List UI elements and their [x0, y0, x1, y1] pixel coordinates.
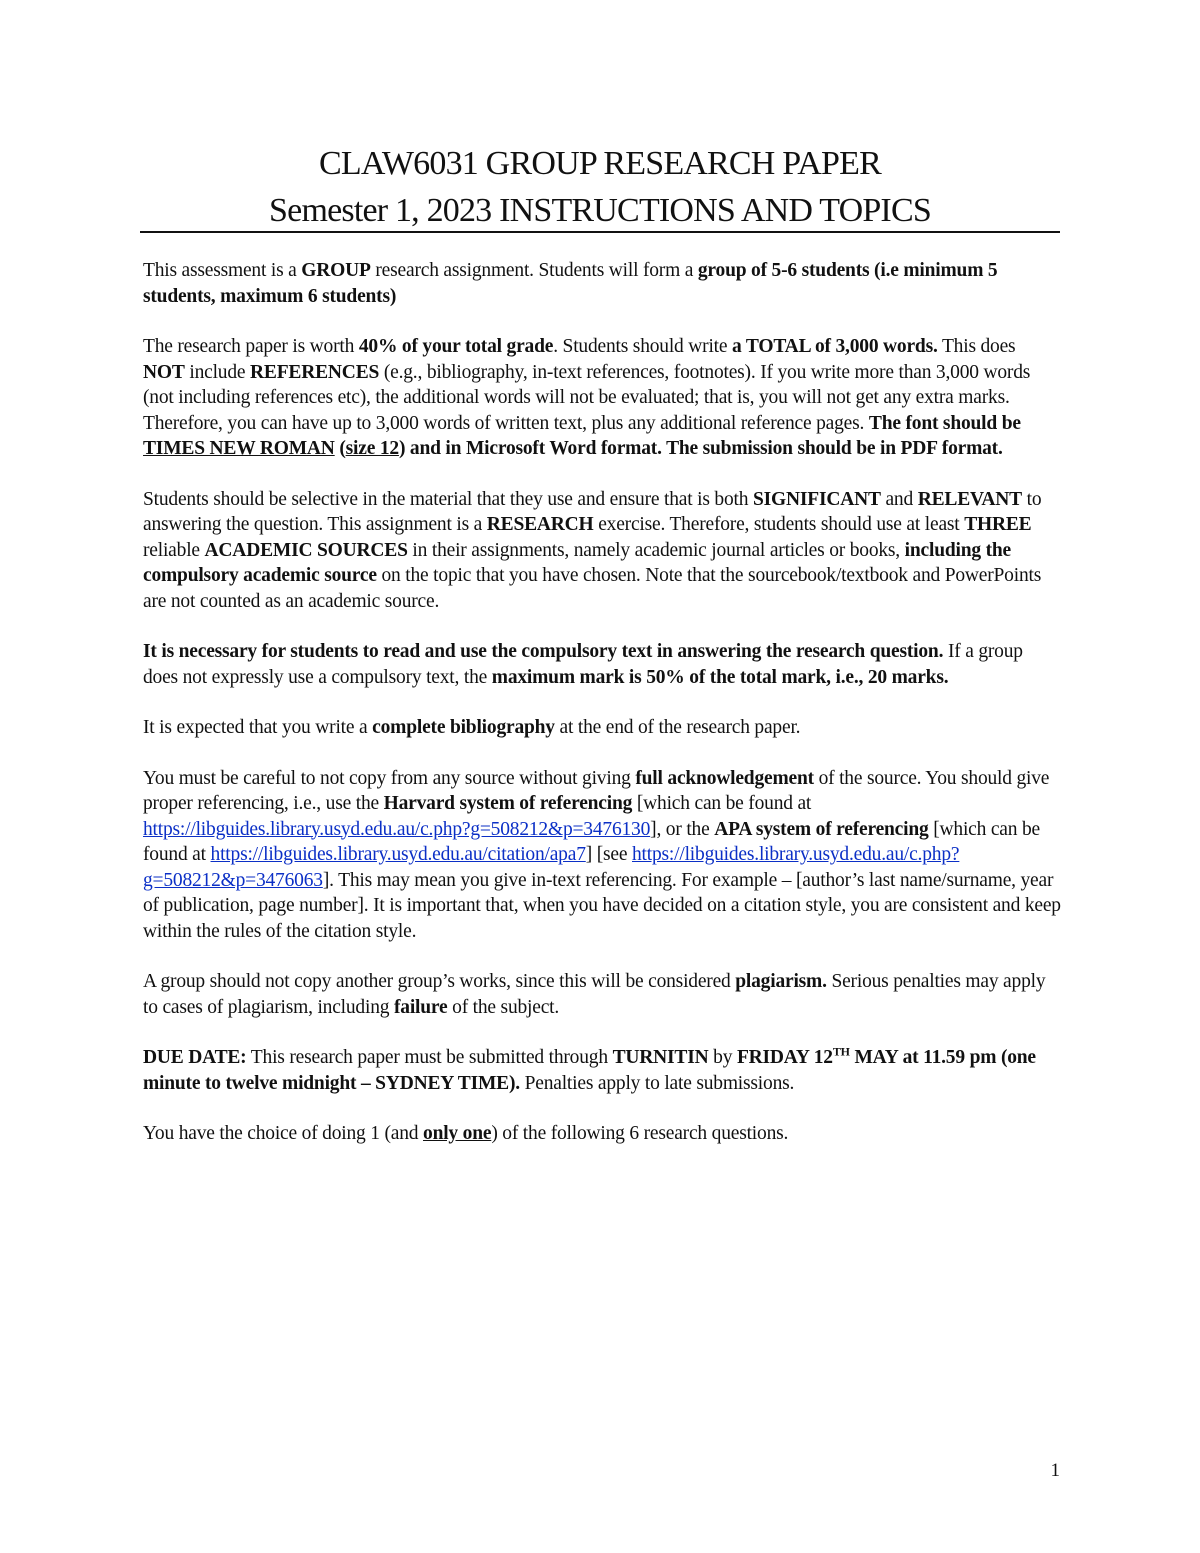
paragraph-plagiarism: A group should not copy another group’s works, since this will be considered plagiarism. Serious penalties may apply to cases of plagiarism, including failure of the subject.	[143, 971, 1046, 1018]
paragraph-referencing: You must be careful to not copy from any source without giving full acknowledgement of the source. You should give proper referencing, i.e., use the Harvard system of referencing [which can be found at https://libguides.library.usyd.edu.au/c.php?g=508212&p=3476130], or the APA system of referencing [which can be found at https://libguides.library.usyd.edu.au/citation/apa7] [see https://libguides.library.usyd.edu.au/c.php?g=508212&p=3476063]. This may mean you give in-text referencing. For example – [author’s last name/surname, year of publication, page number]. It is important that, when you have decided on a citation style, you are consistent and keep within the rules of the citation style.	[143, 767, 1061, 942]
font-size-underlined: size 12	[345, 438, 399, 459]
only-one-underlined: only one	[423, 1123, 492, 1144]
harvard-referencing-link[interactable]: https://libguides.library.usyd.edu.au/c.php?g=508212&p=3476130	[143, 818, 651, 840]
document-body	[143, 258, 1061, 1172]
title-line-2: Semester 1, 2023 INSTRUCTIONS AND TOPICS	[269, 192, 931, 229]
apa-referencing-link[interactable]: https://libguides.library.usyd.edu.au/citation/apa7	[210, 844, 586, 865]
document-title	[140, 140, 1060, 234]
paragraph-due-date: DUE DATE: This research paper must be submitted through TURNITIN by FRIDAY 12TH MAY at 11.59 pm (one minute to twelve midnight – SYDNEY TIME). Penalties apply to late submissions.	[143, 1044, 1036, 1094]
paragraph-sources: Students should be selective in the material that they use and ensure that is both SIGNIFICANT and RELEVANT to answering the question. This assignment is a RESEARCH exercise. Therefore, students should use at least THREE reliable ACADEMIC SOURCES in their assignments, namely academic journal articles or books, including the compulsory academic source on the topic that you have chosen. Note that the sourcebook/textbook and PowerPoints are not counted as an academic source.	[143, 488, 1042, 612]
paragraph-group-assessment: This assessment is a GROUP research assignment. Students will form a group of 5-6 students (i.e minimum 5 students, maximum 6 students)	[143, 260, 998, 307]
title-divider	[140, 231, 1060, 233]
paragraph-compulsory-text: It is necessary for students to read and use the compulsory text in answering the research question. If a group does not expressly use a compulsory text, the maximum mark is 50% of the total mark, i.e., 20 marks.	[143, 641, 1023, 688]
title-line-1: CLAW6031 GROUP RESEARCH PAPER	[319, 145, 881, 182]
paragraph-question-choice: You have the choice of doing 1 (and only one) of the following 6 research questions.	[143, 1123, 789, 1144]
paragraph-bibliography: It is expected that you write a complete bibliography at the end of the research paper.	[143, 717, 801, 738]
referencing-guide-link[interactable]: https://libguides.library.usyd.edu.au/c.php?g=508212&p=3476063	[143, 844, 960, 891]
page-number: 1	[1050, 1460, 1060, 1481]
date-ordinal-suffix: TH	[832, 1044, 850, 1059]
font-name-underlined: TIMES NEW ROMAN	[143, 438, 335, 459]
paragraph-word-count: The research paper is worth 40% of your total grade. Students should write a TOTAL of 3,000 words. This does NOT include REFERENCES (e.g., bibliography, in-text references, footnotes). If you write more than 3,000 words (not including references etc), the additional words will not be evaluated; that is, you will not get any extra marks. Therefore, you can have up to 3,000 words of written text, plus any additional reference pages. The font should be TIMES NEW ROMAN (size 12) and in Microsoft Word format. The submission should be in PDF format.	[143, 336, 1031, 459]
